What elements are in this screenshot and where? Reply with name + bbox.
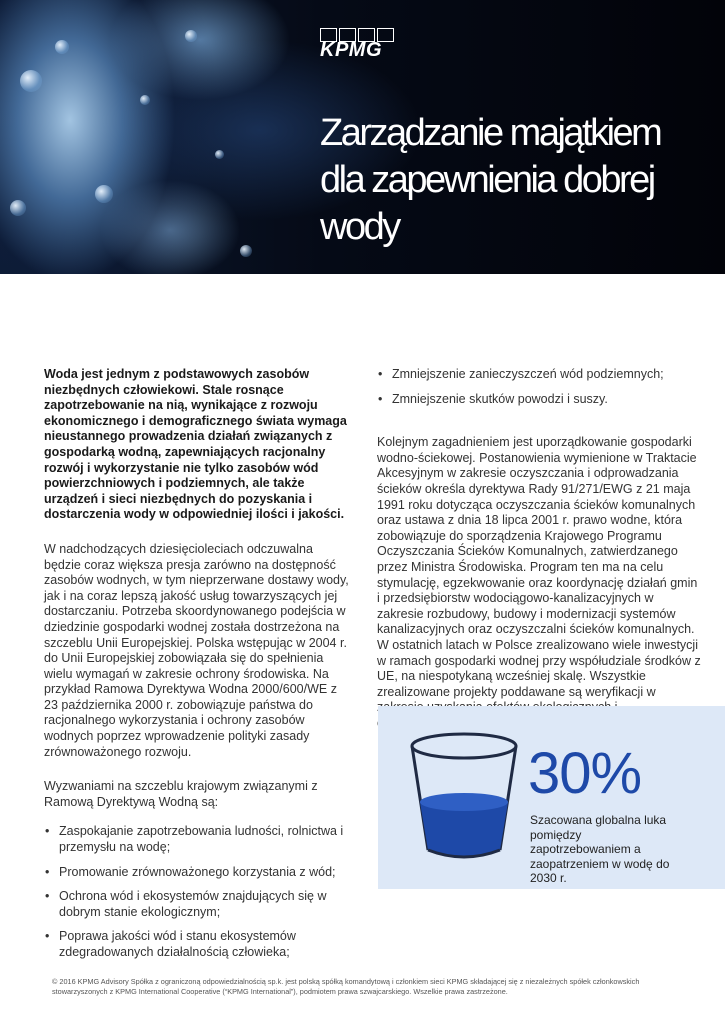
body-paragraph: W nadchodzących dziesięcioleciach odczuwalna będzie coraz większa presja zarówno na dostępność zasobów wodnych, w tym nieprzerwane dostawy wody, jak i na coraz lepszą jakość usług towarzyszących jej dostarczaniu. Potrzeba skoordynowanego podejścia w dziedzinie gospodarki wodnej została dostrzeżona na szczeblu Unii Europejskiej. Polska wstępując w 2004 r. do Unii Europejskiej zobowiązała się do spełnienia wielu wymagań w zakresie ochrony środowiska. Na przykład Ramowa Dyrektywa Wodna 2000/600/WE z 23 października 2000 r. zobowiązuje państwa do racjonalnego wykorzystania i ochrony zasobów wodnych poprzez wprowadzenie polityki zasady zrównoważonego rozwoju. bbox=[44, 541, 349, 759]
logo-text: KPMG bbox=[320, 39, 382, 61]
water-droplet bbox=[185, 30, 197, 42]
list-item: • Promowanie zrównoważonego korzystania z wód; bbox=[44, 865, 349, 881]
left-column bbox=[44, 367, 349, 970]
challenges-list-continued bbox=[377, 367, 702, 407]
water-glass-icon bbox=[398, 726, 538, 866]
challenges-list bbox=[44, 824, 349, 960]
lead-paragraph: Woda jest jednym z podstawowych zasobów niezbędnych człowiekowi. Stale rosnące zapotrzebowanie na nią, wynikające z rozwoju ekonomicznego i demograficznego świata wymaga nieustannego prowadzenia działań związanych z gospodarką wodną, zapewniających racjonalny rozwój i wykorzystanie nie tylko zasobów wód powierzchniowych i podziemnych, ale także urządzeń i sieci niezbędnych do pozyskania i dostarczenia wody w odpowiedniej ilości i jakości. bbox=[44, 367, 347, 522]
water-droplet bbox=[240, 245, 252, 257]
list-item: • Poprawa jakości wód i stanu ekosystemów zdegradowanych działalnością człowieka; bbox=[44, 929, 349, 960]
water-droplet bbox=[20, 70, 42, 92]
hero-banner bbox=[0, 0, 725, 274]
stat-caption: Szacowana globalna luka pomiędzy zapotrzebowaniem a zaopatrzeniem w wodę do 2030 r. bbox=[530, 813, 670, 885]
water-droplet bbox=[95, 185, 113, 203]
water-droplet bbox=[215, 150, 224, 159]
right-column bbox=[377, 367, 702, 750]
footer-legal: © 2016 KPMG Advisory Spółka z ograniczoną odpowiedzialnością sp.k. jest polską spółką komandytową i członkiem sieci KPMG składającej się z niezależnych spółek członkowskich stowarzyszonych z KPMG International Cooperative (“KPMG International”), podmiotem prawa szwajcarskiego. Wszelkie prawa zastrzeżone. bbox=[52, 977, 640, 996]
body-paragraph: Kolejnym zagadnieniem jest uporządkowanie gospodarki wodno-ściekowej. Postanowienia wymienione w Traktacie Akcesyjnym w zakresie oczyszczania i odprowadzania ścieków określa dyrektywa Rady 91/271/EWG z 21 maja 1991 roku dotycząca oczyszczania ścieków komunalnych oraz ustawa z dnia 18 lipca 2001 r. prawo wodne, która zobowiązuje do sporządzenia Krajowego Programu Oczyszczania Ścieków Komunalnych, zatwierdzanego przez Ministra Środowiska. Program ten ma na celu stymulację, egzekwowanie oraz koordynację działań gmin i przedsiębiorstw wodociągowo-kanalizacyjnych w zakresie rozbudowy, budowy i modernizacji systemów kanalizacyjnych oraz oczyszczalni ścieków komunalnych. W ostatnich latach w Polsce zrealizowano wiele inwestycji w ramach gospodarki wodnej przy współudziale środków z UE, na niespotykaną wcześniej skalę. Wszystkie zrealizowane projekty poddawane są weryfikacji w bbox=[377, 435, 701, 699]
list-item: • Zaspokajanie zapotrzebowania ludności, rolnictwa i przemysłu na wodę; bbox=[44, 824, 349, 855]
stat-callout bbox=[378, 706, 725, 889]
water-droplet bbox=[55, 40, 69, 54]
body-paragraph: Wyzwaniami na szczeblu krajowym związanymi z Ramową Dyrektywą Wodną są: bbox=[44, 779, 318, 809]
list-item: • Zmniejszenie skutków powodzi i suszy. bbox=[377, 392, 702, 408]
list-item: • Zmniejszenie zanieczyszczeń wód podziemnych; bbox=[377, 367, 702, 383]
water-droplet bbox=[10, 200, 26, 216]
stat-value: 30% bbox=[528, 741, 642, 806]
page-title: Zarządzanie majątkiem dla zapewnienia dobrej wody bbox=[320, 112, 661, 248]
kpmg-logo bbox=[320, 28, 398, 62]
list-item: • Ochrona wód i ekosystemów znajdujących się w dobrym stanie ekologicznym; bbox=[44, 889, 349, 920]
water-droplet bbox=[140, 95, 150, 105]
